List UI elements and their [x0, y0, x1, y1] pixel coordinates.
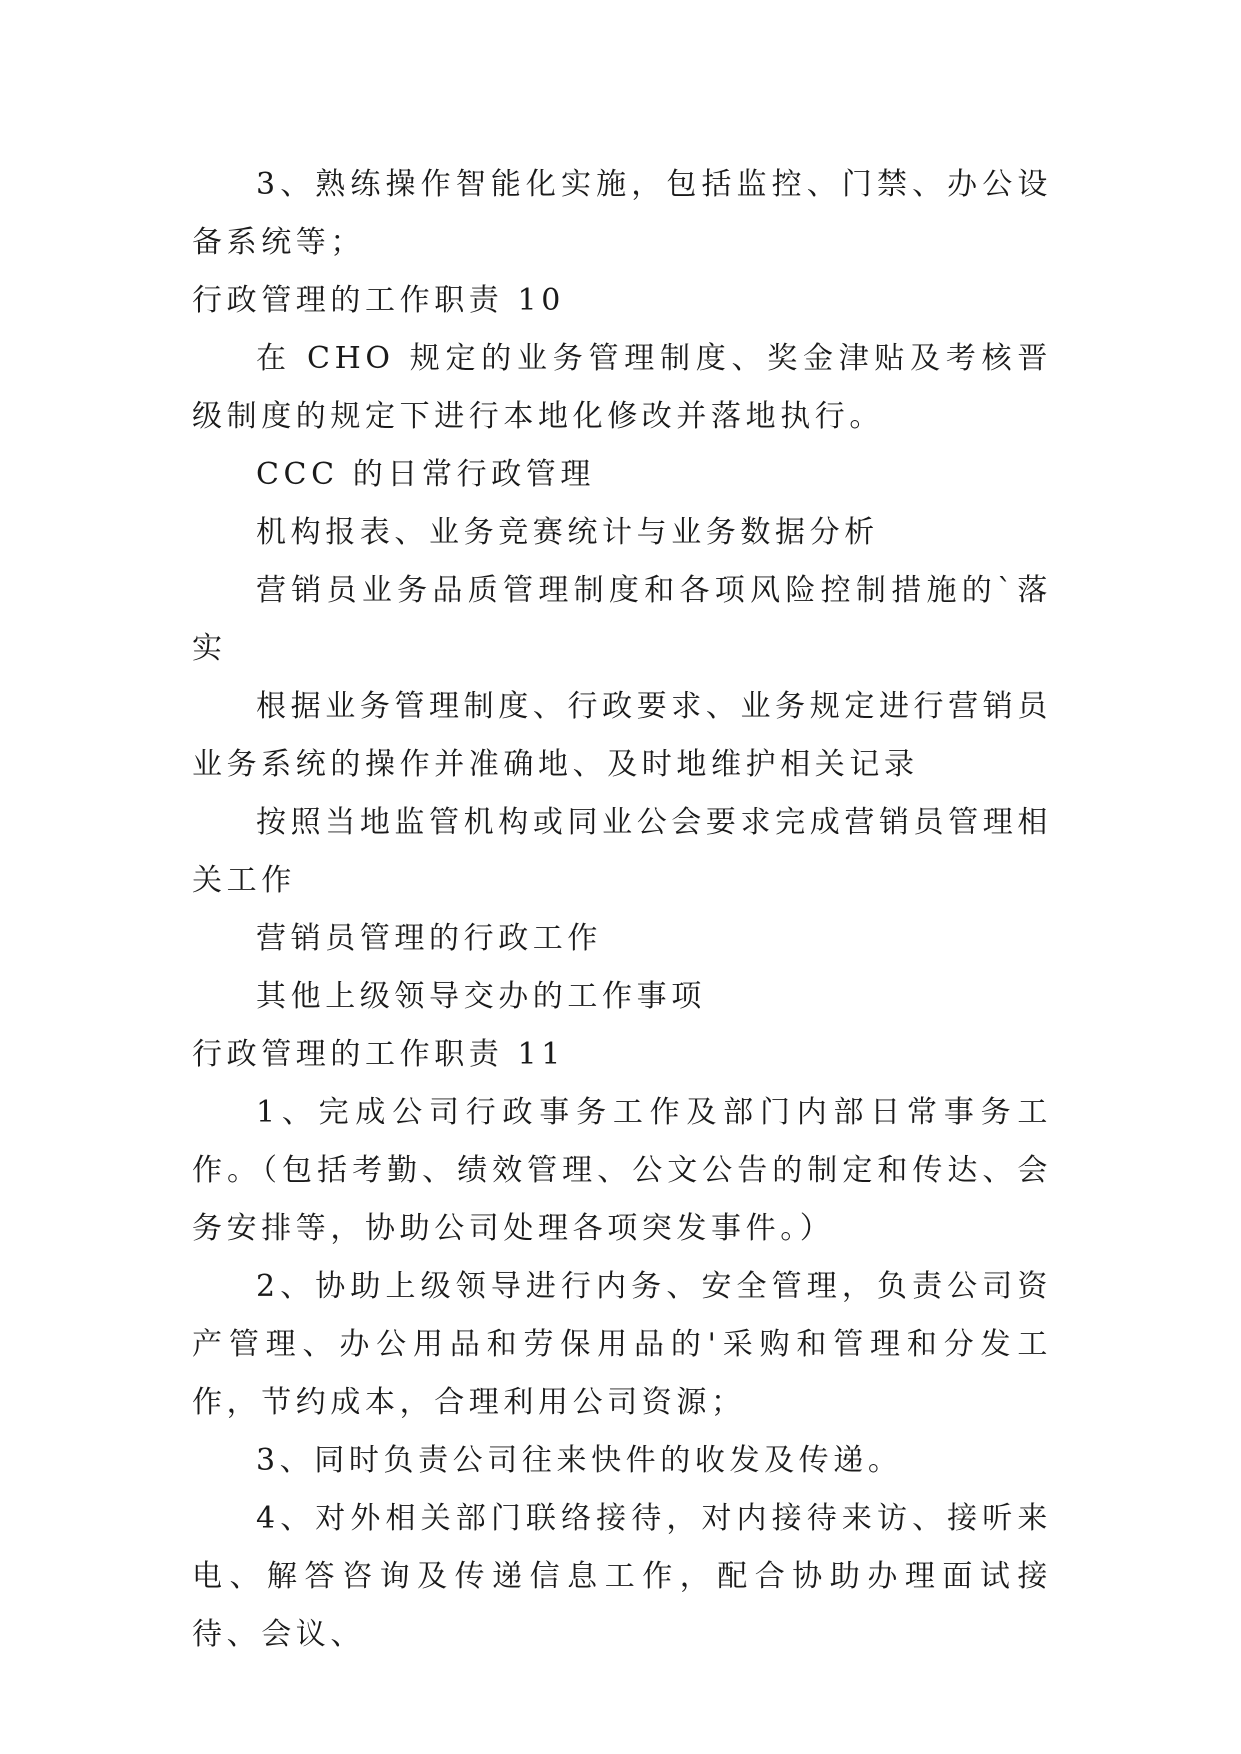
- section-heading-11: 行政管理的工作职责 11: [192, 1037, 565, 1072]
- paragraph-other-tasks: 其他上级领导交办的工作事项: [256, 979, 706, 1014]
- paragraph-cho-rules: 在 CHO 规定的业务管理制度、奖金津贴及考核晋级制度的规定下进行本地化修改并落地执行。: [192, 341, 1052, 434]
- paragraph-item-1: 1、完成公司行政事务工作及部门内部日常事务工作。（包括考勤、绩效管理、公文公告的制定和传达、会务安排等，协助公司处理各项突发事件。）: [192, 1095, 1052, 1246]
- paragraph-item-3b: 3、同时负责公司往来快件的收发及传递。: [256, 1443, 903, 1478]
- paragraph-item-2: 2、协助上级领导进行内务、安全管理，负责公司资产管理、办公用品和劳保用品的'采购和管理和分发工作，节约成本，合理利用公司资源；: [192, 1269, 1052, 1420]
- document-body: [192, 156, 1052, 1664]
- paragraph-item-4: 4、对外相关部门联络接待，对内接待来访、接听来电、解答咨询及传递信息工作，配合协助办理面试接待、会议、: [192, 1501, 1052, 1652]
- paragraph-quality: 营销员业务品质管理制度和各项风险控制措施的`落实: [192, 573, 1052, 666]
- paragraph-ccc-admin: CCC 的日常行政管理: [256, 457, 595, 492]
- paragraph-item-3: 3、熟练操作智能化实施，包括监控、门禁、办公设备系统等；: [192, 167, 1052, 260]
- paragraph-reports: 机构报表、业务竞赛统计与业务数据分析: [256, 515, 879, 550]
- section-heading-10: 行政管理的工作职责 10: [192, 283, 565, 318]
- paragraph-system-ops: 根据业务管理制度、行政要求、业务规定进行营销员业务系统的操作并准确地、及时地维护相关记录: [192, 689, 1052, 782]
- paragraph-regulator: 按照当地监管机构或同业公会要求完成营销员管理相关工作: [192, 805, 1052, 898]
- paragraph-sales-admin: 营销员管理的行政工作: [256, 921, 602, 956]
